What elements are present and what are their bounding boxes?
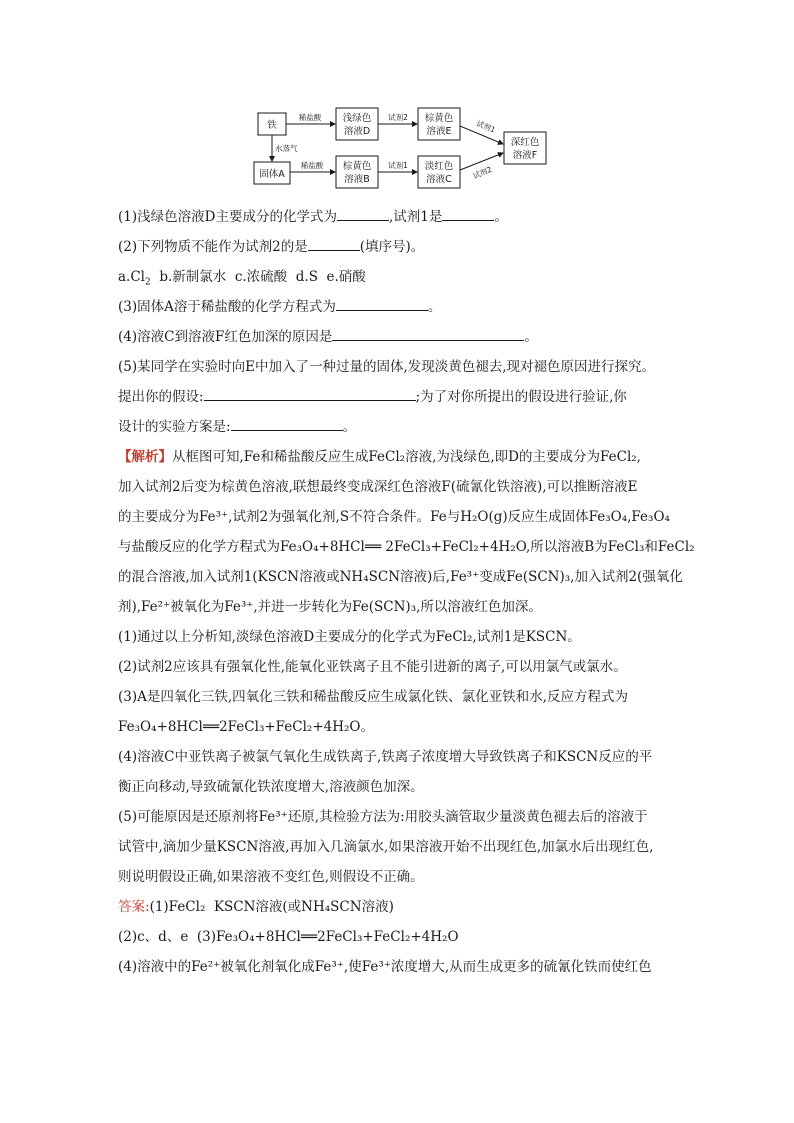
label-diag-reagent1: 试剂1 [474,118,497,135]
answer-text-2: (2)c、d、e (3)Fe₃O₄+8HCl══2FeCl₃+FeCl₂+4H₂O [118,929,459,945]
box-f-text-1: 深红色 [510,137,540,148]
analysis-point-4b [118,772,686,802]
label-reagent1: 试剂1 [388,161,408,170]
q1-text-b: ,试剂1是 [388,209,443,225]
analysis-text-1: 从框图可知,Fe和稀盐酸反应生成FeCl₂溶液,为浅绿色,即D的主要成分为FeCl₂, [172,449,641,465]
q5-line-1: (5)某同学在实验时向E中加入了一种过量的固体,发现淡黄色褪去,现对褪色原因进行探究。 [118,359,656,375]
q1-blank-1 [337,206,389,221]
analysis-text-3: 的主要成分为Fe³⁺,试剂2为强氧化剂,S不符合条件。Fe与H₂O(g)反应生成固体Fe₃O₄,Fe₃O₄ [118,509,670,525]
document-content [118,202,695,982]
analysis-tag: 【解析】 [118,449,172,465]
box-e-text-1: 棕黄色 [424,113,454,124]
question-4 [118,322,686,352]
box-c-text-1: 淡红色 [424,161,454,172]
q3-text-a: (3)固体A溶于稀盐酸的化学方程式为 [118,299,336,315]
q5-line-2a: 提出你的假设: [118,389,204,405]
box-d-text-1: 浅绿色 [342,113,372,124]
analysis-point-3b [118,712,686,742]
q5-line-3b: 。 [342,419,357,435]
q5-line-2b: ;为了对你所提出的假设进行验证,你 [415,389,627,405]
q3-text-b: 。 [427,299,442,315]
analysis-line-6 [118,592,686,622]
analysis-point-1 [118,622,686,652]
q5-blank-1 [204,386,416,401]
analysis-line-3 [118,502,686,532]
flow-diagram-svg [252,106,552,192]
answer-line-2 [118,922,686,952]
q1-blank-2 [442,206,494,221]
analysis-text-5: 的混合溶液,加入试剂1(KSCN溶液或NH₄SCN溶液)后,Fe³⁺变成Fe(SCN)₃,加入试剂2(强氧化 [118,569,683,585]
answer-text-1: (1)FeCl₂ KSCN溶液(或NH₄SCN溶液) [149,899,394,915]
analysis-point-4a [118,742,686,772]
q5-blank-2 [231,416,343,431]
analysis-text-2: 加入试剂2后变为棕黄色溶液,联想最终变成深红色溶液F(硫氰化铁溶液),可以推断溶液E [118,479,638,495]
q2-option-a: a.Cl [118,269,145,285]
analysis-point-5a [118,802,686,832]
analysis-text-6: 剂),Fe²⁺被氧化为Fe³⁺,并进一步转化为Fe(SCN)₃,所以溶液红色加深。 [118,599,542,615]
question-5-line-3 [118,412,686,442]
analysis-point-4b-text: 衡正向移动,导致硫氰化铁浓度增大,溶液颜色加深。 [118,779,424,795]
label-reagent2: 试剂2 [388,113,408,122]
box-b-text-1: 棕黄色 [342,161,372,172]
q4-text-a: (4)溶液C到溶液F红色加深的原因是 [118,329,333,345]
q1-text-a: (1)浅绿色溶液D主要成分的化学式为 [118,209,337,225]
analysis-point-5b-text: 试管中,滴加少量KSCN溶液,再加入几滴氯水,如果溶液开始不出现红色,加氯水后出现红色, [118,839,654,855]
analysis-point-3a-text: (3)A是四氧化三铁,四氧化三铁和稀盐酸反应生成氯化铁、氯化亚铁和水,反应方程式为 [118,689,628,705]
analysis-line-2 [118,472,686,502]
answer-line-1 [118,892,686,922]
flow-diagram [252,106,552,192]
q2-option-a-sub: 2 [145,277,151,288]
question-2-options [118,262,686,292]
analysis-line-1 [118,442,686,472]
label-hcl-bottom: 稀盐酸 [300,161,324,170]
question-5-line-1 [118,352,686,382]
analysis-point-2 [118,652,686,682]
analysis-point-2-text: (2)试剂2应该具有强氧化性,能氧化亚铁离子且不能引进新的离子,可以用氯气或氯水。 [118,659,627,675]
analysis-line-4 [118,532,695,562]
q2-blank [308,236,360,251]
analysis-point-1-text: (1)通过以上分析知,淡绿色溶液D主要成分的化学式为FeCl₂,试剂1是KSCN。 [118,629,581,645]
question-3 [118,292,686,322]
analysis-point-4a-text: (4)溶液C中亚铁离子被氯气氧化生成铁离子,铁离子浓度增大导致铁离子和KSCN反应的平 [118,749,653,765]
q2-options-rest: b.新制氯水 c.浓硫酸 d.S e.硝酸 [150,269,366,285]
answer-text-3: (4)溶液中的Fe²⁺被氧化剂氧化成Fe³⁺,使Fe³⁺浓度增大,从而生成更多的硫氰化铁而使红色 [118,959,652,975]
label-steam: 水蒸气 [275,144,298,153]
box-iron-text: 铁 [267,120,277,131]
label-hcl-top: 稀盐酸 [298,113,322,122]
analysis-point-5a-text: (5)可能原因是还原剂将Fe³⁺还原,其检验方法为:用胶头滴管取少量淡黄色褪去后的溶液于 [118,809,648,825]
question-2 [118,232,686,262]
box-c-text-2: 溶液C [426,174,452,185]
q2-text-b: (填序号)。 [359,239,425,255]
box-solid-a-text: 固体A [259,169,285,180]
box-b-text-2: 溶液B [344,174,370,185]
answer-line-3 [118,952,686,982]
label-diag-reagent2: 试剂2 [471,164,494,181]
analysis-point-3b-text: Fe₃O₄+8HCl══2FeCl₃+FeCl₂+4H₂O。 [118,719,374,735]
analysis-point-5c-text: 则说明假设正确,如果溶液不变红色,则假设不正确。 [118,869,424,885]
analysis-text-4: 与盐酸反应的化学方程式为Fe₃O₄+8HCl══ 2FeCl₃+FeCl₂+4H₂O,所以溶液B为FeCl₃和FeCl₂ [118,539,695,555]
q4-blank [332,326,524,341]
question-1 [118,202,686,232]
q5-line-3a: 设计的实验方案是: [118,419,231,435]
analysis-line-5 [118,562,686,592]
q4-text-b: 。 [524,329,538,345]
question-5-line-2 [118,382,686,412]
q2-text-a: (2)下列物质不能作为试剂2的是 [118,239,308,255]
q3-blank [336,296,428,311]
box-f-text-2: 溶液F [512,150,538,161]
answer-tag: 答案: [118,899,150,915]
analysis-point-3a [118,682,686,712]
box-e-text-2: 溶液E [426,126,452,137]
analysis-point-5b [118,832,686,862]
analysis-point-5c [118,862,686,892]
q1-text-c: 。 [494,209,508,225]
box-d-text-2: 溶液D [343,126,371,137]
